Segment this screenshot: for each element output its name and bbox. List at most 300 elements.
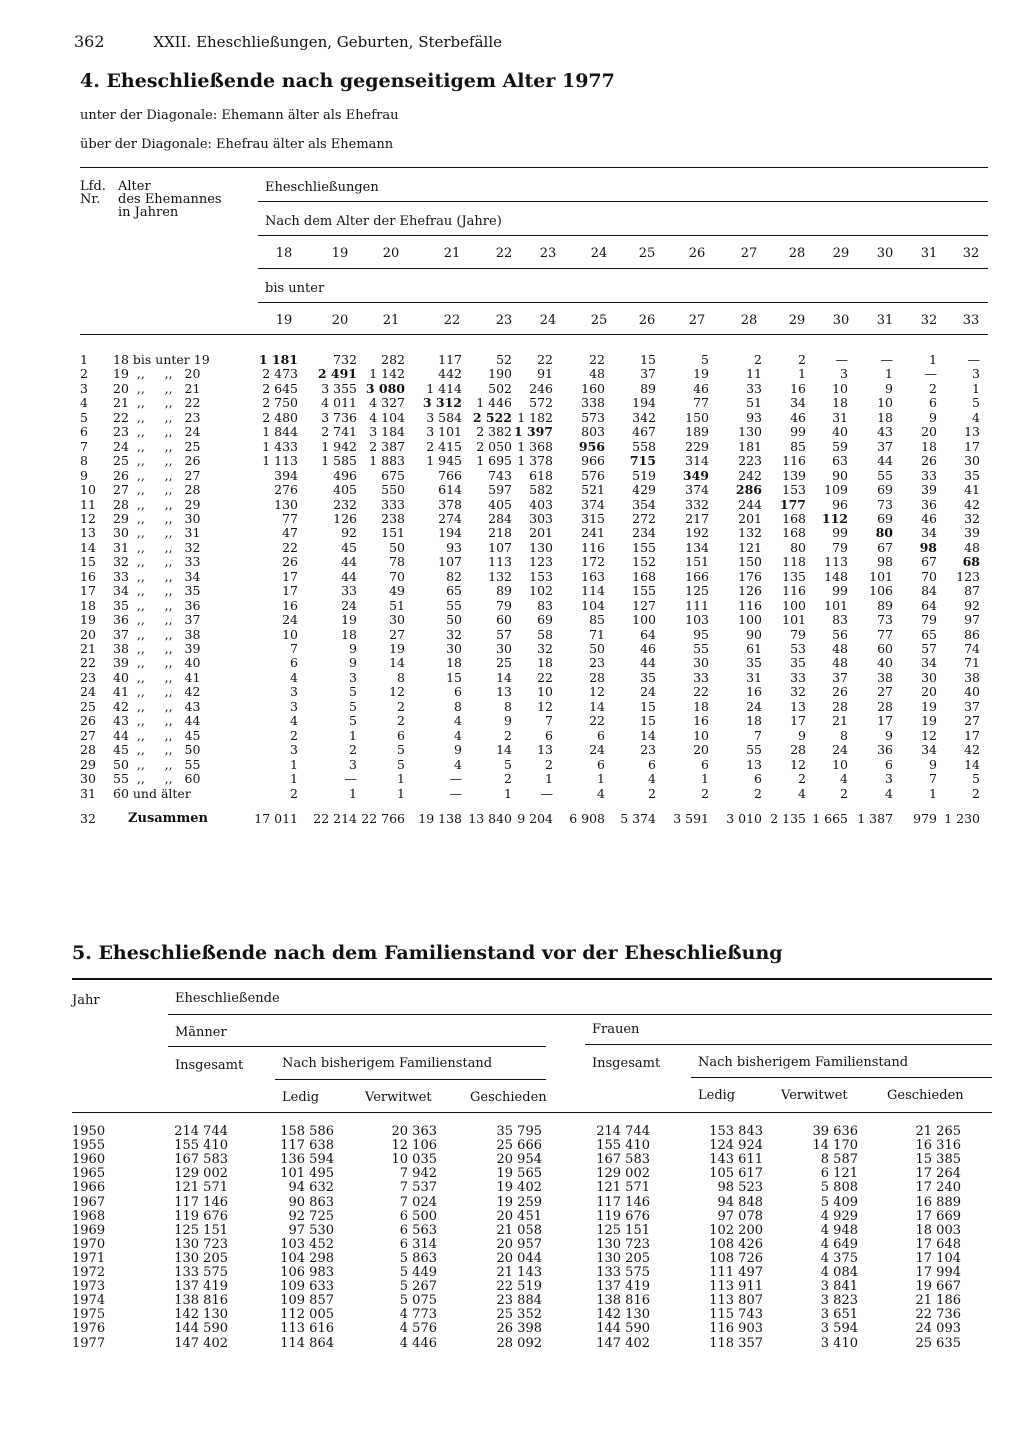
total-cell: 5 374 [620, 811, 656, 826]
table-cell: 129 002 [174, 1166, 228, 1182]
table-cell: 71 [589, 626, 605, 642]
table-cell: 4 [885, 785, 893, 801]
table-cell: 111 [685, 597, 709, 613]
row-age-label: 19 ,, ,, 20 [113, 366, 201, 382]
table-cell: 314 [685, 453, 709, 469]
row-age-label: 32 ,, ,, 33 [113, 554, 201, 570]
table5-top-rule [72, 978, 992, 980]
table-cell: 403 [529, 496, 553, 512]
col-head-to: 30 [832, 313, 850, 328]
table-cell: 9 [349, 641, 357, 656]
table-cell: 338 [581, 395, 605, 411]
table-cell: 2 [397, 698, 405, 714]
table-cell: 125 151 [596, 1222, 650, 1238]
table-cell: 147 402 [174, 1335, 228, 1351]
table-cell: 22 [693, 684, 709, 700]
table-cell: 104 298 [280, 1250, 334, 1266]
col-head-to: 29 [788, 313, 806, 328]
table-cell: 374 [685, 482, 709, 498]
table-cell: 108 426 [709, 1236, 763, 1252]
table-cell: 1 [290, 756, 298, 772]
table-cell: 118 357 [709, 1335, 763, 1351]
table-cell: 374 [581, 496, 605, 512]
table-cell: 1 142 [369, 366, 405, 382]
table-cell: 48 [832, 655, 848, 671]
table-cell: 121 571 [596, 1180, 650, 1196]
total-cell: 3 010 [726, 811, 762, 826]
table-cell: 4 948 [820, 1222, 858, 1238]
table-cell: 121 571 [174, 1180, 228, 1196]
table-cell: 217 [685, 510, 709, 526]
table-cell: 4 327 [369, 395, 405, 411]
table-cell: 1 [397, 771, 405, 787]
table-cell: 12 [790, 756, 806, 772]
table-cell: 116 903 [709, 1321, 763, 1337]
table-cell: 20 363 [391, 1124, 437, 1139]
row-age-label: 26 ,, ,, 27 [113, 467, 201, 483]
table-cell: 33 [693, 669, 709, 685]
table-cell: 150 [685, 409, 709, 425]
table-cell: 6 [454, 684, 462, 700]
total-cell: 1 665 [812, 811, 848, 826]
table-cell: 597 [488, 482, 512, 498]
table-cell: 12 [921, 727, 937, 743]
table-cell: 2 [349, 742, 357, 758]
table-cell: 30 [496, 641, 512, 656]
table-cell: 18 [341, 626, 357, 642]
table-cell: — [967, 352, 980, 367]
table-cell: 6 121 [820, 1166, 858, 1182]
table-cell: 1 695 [476, 453, 512, 469]
table-cell: 5 [349, 713, 357, 729]
year-cell: 1966 [72, 1180, 106, 1196]
table-cell: 117 146 [596, 1194, 650, 1210]
row-number: 7 [80, 438, 88, 454]
table-cell: 4 [454, 756, 462, 772]
table-cell: 112 005 [280, 1307, 334, 1323]
table-cell: 96 [832, 496, 848, 512]
table-cell: 189 [685, 424, 709, 440]
year-cell: 1970 [72, 1236, 106, 1252]
table-cell: 2 645 [262, 380, 298, 396]
table-cell: 55 [693, 641, 709, 656]
table-cell: 163 [581, 568, 605, 584]
table-cell: 121 [738, 539, 762, 555]
table-cell: 6 [597, 727, 605, 743]
row-number: 25 [80, 698, 96, 714]
table-cell: 85 [790, 438, 806, 454]
table-cell: — [540, 785, 553, 801]
table-cell: 3 [840, 366, 848, 382]
table4-head-alter: Alter des Ehemannes in Jahren [118, 179, 222, 220]
table-cell: 10 [832, 756, 848, 772]
table-cell: 28 [790, 742, 806, 758]
total-cell: 979 [913, 811, 937, 826]
table-cell: 4 [972, 409, 980, 425]
row-age-label: 39 ,, ,, 40 [113, 655, 201, 671]
table-cell: 41 [964, 482, 980, 498]
year-cell: 1965 [72, 1166, 106, 1182]
table-cell: 34 [921, 655, 937, 671]
table5-head-insg-m: Insgesamt [175, 1058, 244, 1073]
table-cell: 1 844 [262, 424, 298, 440]
col-head-from: 30 [876, 246, 894, 261]
table-cell: 9 [454, 742, 462, 758]
table-cell: 30 [964, 453, 980, 469]
table-cell: 142 130 [174, 1307, 228, 1323]
table-cell: 114 864 [280, 1335, 334, 1351]
table5-title: 5. Eheschließende nach dem Familienstand vor der Eheschließung [72, 942, 783, 964]
table-cell: 9 [929, 756, 937, 772]
table-cell: 378 [438, 496, 462, 512]
table-cell: 766 [438, 467, 462, 483]
table5-head-ledig-f: Ledig [698, 1088, 736, 1103]
table-cell: 79 [790, 626, 806, 642]
table-cell: 47 [282, 525, 298, 541]
table-cell: 44 [877, 453, 893, 469]
table-cell: 67 [921, 554, 937, 570]
table-cell: 57 [921, 641, 937, 656]
row-number: 20 [80, 626, 96, 642]
table-cell: 100 [632, 612, 656, 628]
table-cell: 99 [790, 424, 806, 440]
col-head-from: 18 [275, 246, 293, 261]
row-age-label: 25 ,, ,, 26 [113, 453, 201, 469]
table-cell: 14 [496, 742, 512, 758]
table-cell: 148 [824, 568, 848, 584]
table-cell: 24 [640, 684, 656, 700]
table-cell: 106 [869, 583, 893, 599]
table-cell: 9 [798, 727, 806, 743]
row-age-label: 40 ,, ,, 41 [113, 669, 201, 685]
table-cell: 111 497 [709, 1265, 763, 1280]
table-cell: 28 [589, 669, 605, 685]
table-cell: 35 [746, 655, 762, 671]
table-cell: 8 587 [820, 1152, 858, 1168]
table-cell: 37 [877, 438, 893, 454]
table-cell: 4 649 [820, 1236, 858, 1252]
table-cell: 214 744 [596, 1124, 650, 1139]
table-cell: 10 035 [391, 1152, 437, 1168]
table-cell: 112 [821, 510, 848, 526]
table-cell: 2 [545, 756, 553, 772]
table-cell: 65 [921, 626, 937, 642]
col-head-to: 19 [275, 313, 293, 328]
table-cell: 26 [921, 453, 937, 469]
table-cell: 21 186 [915, 1293, 961, 1309]
table-cell: 109 633 [280, 1279, 334, 1295]
table-cell: 155 [632, 583, 656, 599]
table-cell: 17 648 [915, 1236, 961, 1252]
table-cell: 2 473 [262, 366, 298, 382]
table-cell: 276 [274, 482, 298, 498]
table-cell: 130 723 [596, 1236, 650, 1252]
table-cell: 1 585 [321, 453, 357, 469]
row-number: 28 [80, 742, 96, 758]
table-cell: 572 [529, 395, 553, 411]
table-cell: 1 [349, 785, 357, 801]
table-cell: 28 [832, 698, 848, 714]
table-cell: 130 [274, 496, 298, 512]
table-cell: 107 [488, 539, 512, 555]
table-cell: 151 [685, 554, 709, 570]
table-cell: 91 [537, 366, 553, 382]
table-cell: 3 184 [369, 424, 405, 440]
table-cell: 1 945 [426, 453, 462, 469]
table-cell: 2 [929, 380, 937, 396]
table-cell: 5 267 [399, 1279, 437, 1295]
table-cell: 25 352 [496, 1307, 542, 1323]
table-cell: 64 [640, 626, 656, 642]
table-cell: 7 [929, 771, 937, 787]
table-cell: 19 [341, 612, 357, 628]
table-cell: 19 259 [496, 1194, 542, 1210]
table-cell: 3 [290, 742, 298, 758]
table-cell: 36 [877, 742, 893, 758]
col-head-to: 27 [688, 313, 706, 328]
table-cell: — [449, 771, 462, 787]
table-cell: 10 [877, 395, 893, 411]
total-row-label: Zusammen [128, 811, 208, 826]
table-cell: 158 586 [280, 1124, 334, 1139]
table-cell: 30 [693, 655, 709, 671]
table-cell: 12 [389, 684, 405, 700]
table-cell: 4 011 [321, 395, 357, 411]
table-cell: 5 808 [820, 1180, 858, 1196]
table-cell: 10 [693, 727, 709, 743]
table-cell: 14 [640, 727, 656, 743]
table-cell: 99 [832, 525, 848, 541]
table-cell: 3 823 [820, 1293, 858, 1309]
total-cell: 6 908 [569, 811, 605, 826]
table-cell: 3 080 [365, 380, 405, 396]
table-cell: 20 957 [496, 1236, 542, 1252]
table-cell: 166 [685, 568, 709, 584]
table-cell: 15 [640, 698, 656, 714]
table-cell: 44 [341, 554, 357, 570]
table-cell: 176 [738, 568, 762, 584]
table-cell: 732 [333, 352, 357, 367]
table-cell: 118 [782, 554, 806, 570]
table-cell: 27 [877, 684, 893, 700]
year-cell: 1977 [72, 1335, 106, 1351]
table-cell: 1 [929, 785, 937, 801]
table-cell: 79 [921, 612, 937, 628]
table-cell: 132 [738, 525, 762, 541]
table-cell: 2 480 [262, 409, 298, 425]
row-number: 15 [80, 554, 96, 570]
table-cell: 1 [885, 366, 893, 382]
table-cell: 5 [349, 698, 357, 714]
table4-rule-b [258, 235, 988, 236]
row-number: 26 [80, 713, 96, 729]
table-cell: 2 [397, 713, 405, 729]
table-cell: 20 451 [496, 1208, 542, 1224]
table-cell: 675 [381, 467, 405, 483]
table-cell: 32 [537, 641, 553, 656]
table-cell: 342 [632, 409, 656, 425]
table-cell: 12 [537, 698, 553, 714]
table-cell: 181 [738, 438, 762, 454]
table-cell: 123 [529, 554, 553, 570]
table-cell: 132 [488, 568, 512, 584]
table5-head-ledig-m: Ledig [282, 1090, 320, 1105]
table4-subtitle-above: über der Diagonale: Ehefrau älter als Ehemann [80, 137, 394, 152]
table-cell: 101 [782, 612, 806, 628]
table-cell: 68 [962, 554, 980, 570]
table-cell: 405 [333, 482, 357, 498]
table-cell: 86 [964, 626, 980, 642]
table-cell: 9 [885, 727, 893, 743]
table-cell: 743 [488, 467, 512, 483]
table-cell: 12 [589, 684, 605, 700]
table5-rule-fn [691, 1077, 992, 1078]
col-head-to: 28 [740, 313, 758, 328]
table-cell: 27 [389, 626, 405, 642]
table-cell: 3 [290, 698, 298, 714]
table-cell: 125 151 [174, 1222, 228, 1238]
table-cell: 129 002 [596, 1166, 650, 1182]
table-cell: 77 [877, 626, 893, 642]
table-cell: 1 [349, 727, 357, 743]
row-age-label: 20 ,, ,, 21 [113, 380, 201, 396]
year-cell: 1972 [72, 1265, 106, 1280]
table5-head-verw-f: Verwitwet [781, 1088, 848, 1103]
table4-head-lfd: Lfd. Nr. [80, 179, 106, 207]
col-head-from: 19 [331, 246, 349, 261]
table-cell: 65 [446, 583, 462, 599]
table-cell: 52 [496, 352, 512, 367]
table-cell: 8 [454, 698, 462, 714]
table4-head-rule [80, 334, 988, 335]
table-cell: 151 [381, 525, 405, 541]
year-cell: 1976 [72, 1321, 106, 1337]
table-cell: 5 [972, 771, 980, 787]
table-cell: 107 [438, 554, 462, 570]
table-cell: 8 [504, 698, 512, 714]
total-cell: 17 011 [254, 811, 298, 826]
table-cell: 113 [824, 554, 848, 570]
row-age-label: 23 ,, ,, 24 [113, 424, 201, 440]
table-cell: 550 [381, 482, 405, 498]
table-cell: 35 795 [496, 1124, 542, 1139]
table-cell: 155 410 [174, 1138, 228, 1154]
table-cell: 1 883 [369, 453, 405, 469]
table-cell: 26 398 [496, 1321, 542, 1337]
table-cell: 61 [746, 641, 762, 656]
year-cell: 1975 [72, 1307, 106, 1323]
table-cell: 24 093 [915, 1321, 961, 1337]
table-cell: 51 [389, 597, 405, 613]
table-cell: 28 [877, 698, 893, 714]
table-cell: — [449, 785, 462, 801]
table-cell: 14 [964, 756, 980, 772]
table-cell: 3 [290, 684, 298, 700]
table-cell: 1 [972, 380, 980, 396]
table-cell: 1 [929, 352, 937, 367]
table-cell: 3 841 [820, 1279, 858, 1295]
chapter-title: XXII. Eheschließungen, Geburten, Sterbefälle [153, 33, 502, 51]
table-cell: 194 [438, 525, 462, 541]
table-cell: 3 736 [321, 409, 357, 425]
table-cell: 109 857 [280, 1293, 334, 1309]
table-cell: 84 [921, 583, 937, 599]
table-cell: 2 382 [476, 424, 512, 440]
table-cell: 15 385 [915, 1152, 961, 1168]
table-cell: 1 [597, 771, 605, 787]
table-cell: 57 [496, 626, 512, 642]
table-cell: 40 [832, 424, 848, 440]
table-cell: 70 [389, 568, 405, 584]
row-number: 24 [80, 684, 96, 700]
table-cell: — [835, 352, 848, 367]
table-cell: 5 [701, 352, 709, 367]
row-number: 18 [80, 597, 96, 613]
table-cell: 33 [341, 583, 357, 599]
col-head-from: 29 [832, 246, 850, 261]
table-cell: 201 [738, 510, 762, 526]
table-cell: 93 [746, 409, 762, 425]
table-cell: 102 [529, 583, 553, 599]
table-cell: 5 [349, 684, 357, 700]
table-cell: 85 [589, 612, 605, 628]
table-cell: 25 666 [496, 1138, 542, 1154]
table-cell: 23 [640, 742, 656, 758]
table-cell: 16 316 [915, 1138, 961, 1154]
table-cell: 3 584 [426, 409, 462, 425]
table-cell: 45 [341, 539, 357, 555]
table-cell: 4 773 [399, 1307, 437, 1323]
table-cell: 116 [782, 453, 806, 469]
row-number: 31 [80, 785, 96, 801]
table-cell: 24 [282, 612, 298, 628]
table-cell: 19 565 [496, 1166, 542, 1182]
table-cell: 12 106 [391, 1138, 437, 1154]
table-cell: 39 636 [812, 1124, 858, 1139]
row-number: 12 [80, 510, 96, 526]
table-cell: 69 [877, 510, 893, 526]
table4-head-nach: Nach dem Alter der Ehefrau (Jahre) [265, 214, 502, 229]
table-cell: 34 [921, 742, 937, 758]
table5-rule-mn [275, 1079, 546, 1080]
table-cell: 116 [782, 583, 806, 599]
table-cell: 17 [282, 568, 298, 584]
table-cell: 97 [964, 612, 980, 628]
table-cell: 21 058 [496, 1222, 542, 1238]
col-head-to: 20 [331, 313, 349, 328]
table-cell: 1 368 [517, 438, 553, 454]
col-head-to: 25 [590, 313, 608, 328]
table-cell: 32 [964, 510, 980, 526]
table-cell: 48 [589, 366, 605, 382]
table-cell: 46 [640, 641, 656, 656]
table-cell: 35 [964, 467, 980, 483]
table-cell: 114 [581, 583, 605, 599]
table-cell: 116 [581, 539, 605, 555]
table-cell: 13 [746, 756, 762, 772]
table-cell: 11 [746, 366, 762, 382]
row-number: 22 [80, 655, 96, 671]
table-cell: 4 929 [820, 1208, 858, 1224]
table-cell: 130 [529, 539, 553, 555]
table-cell: 102 200 [709, 1222, 763, 1238]
table-cell: 5 [972, 395, 980, 411]
table-cell: 2 050 [476, 438, 512, 454]
row-age-label: 24 ,, ,, 25 [113, 438, 201, 454]
table-cell: 177 [779, 496, 806, 512]
table-cell: 502 [488, 380, 512, 396]
table-cell: 192 [685, 525, 709, 541]
